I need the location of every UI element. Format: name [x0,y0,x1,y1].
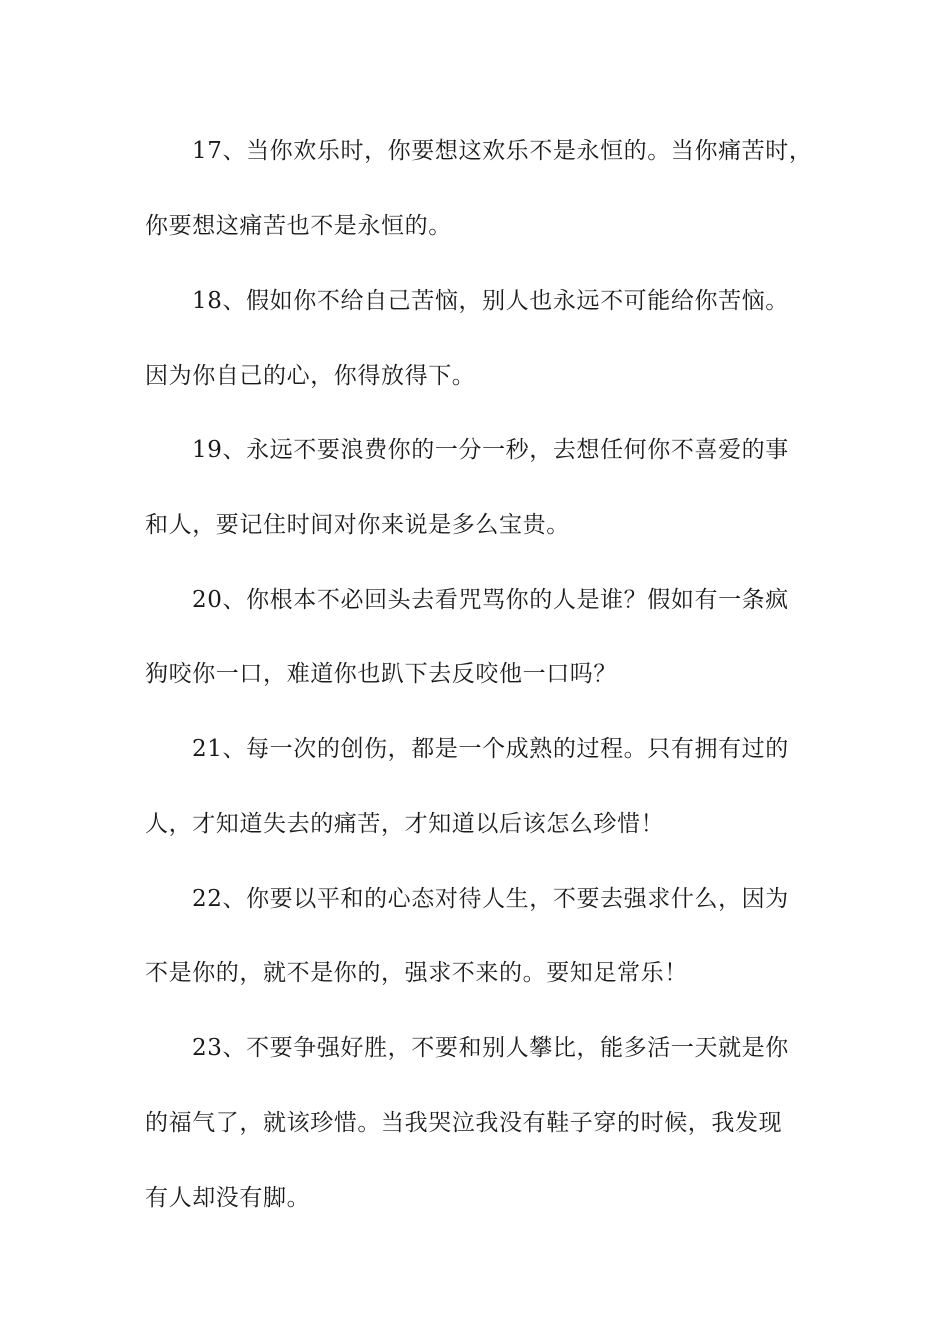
text-line: 不是你的，就不是你的，强求不来的。要知足常乐！ [145,960,688,986]
text-line: 狗咬你一口，难道你也趴下去反咬他一口吗？ [145,661,617,687]
text-line: 20、你根本不必回头去看咒骂你的人是谁？假如有一条疯 [192,587,789,613]
text-line: 和人，要记住时间对你来说是多么宝贵。 [145,512,570,538]
text-line: 的福气了，就该珍惜。当我哭泣我没有鞋子穿的时候，我发现 [145,1110,783,1136]
text-line: 21、每一次的创伤，都是一个成熟的过程。只有拥有过的 [192,736,789,762]
text-line: 人，才知道失去的痛苦，才知道以后该怎么珍惜！ [145,811,665,837]
text-line: 你要想这痛苦也不是永恒的。 [145,213,452,239]
text-line: 18、假如你不给自己苦恼，别人也永远不可能给你苦恼。 [192,288,789,314]
text-line: 17、当你欢乐时，你要想这欢乐不是永恒的。当你痛苦时， [192,138,813,164]
text-line: 22、你要以平和的心态对待人生，不要去强求什么，因为 [192,886,789,912]
text-line: 因为你自己的心，你得放得下。 [145,363,476,389]
text-line: 23、不要争强好胜，不要和别人攀比，能多活一天就是你 [192,1035,789,1061]
text-line: 有人却没有脚。 [145,1185,311,1211]
text-line: 19、永远不要浪费你的一分一秒，去想任何你不喜爱的事 [192,437,789,463]
